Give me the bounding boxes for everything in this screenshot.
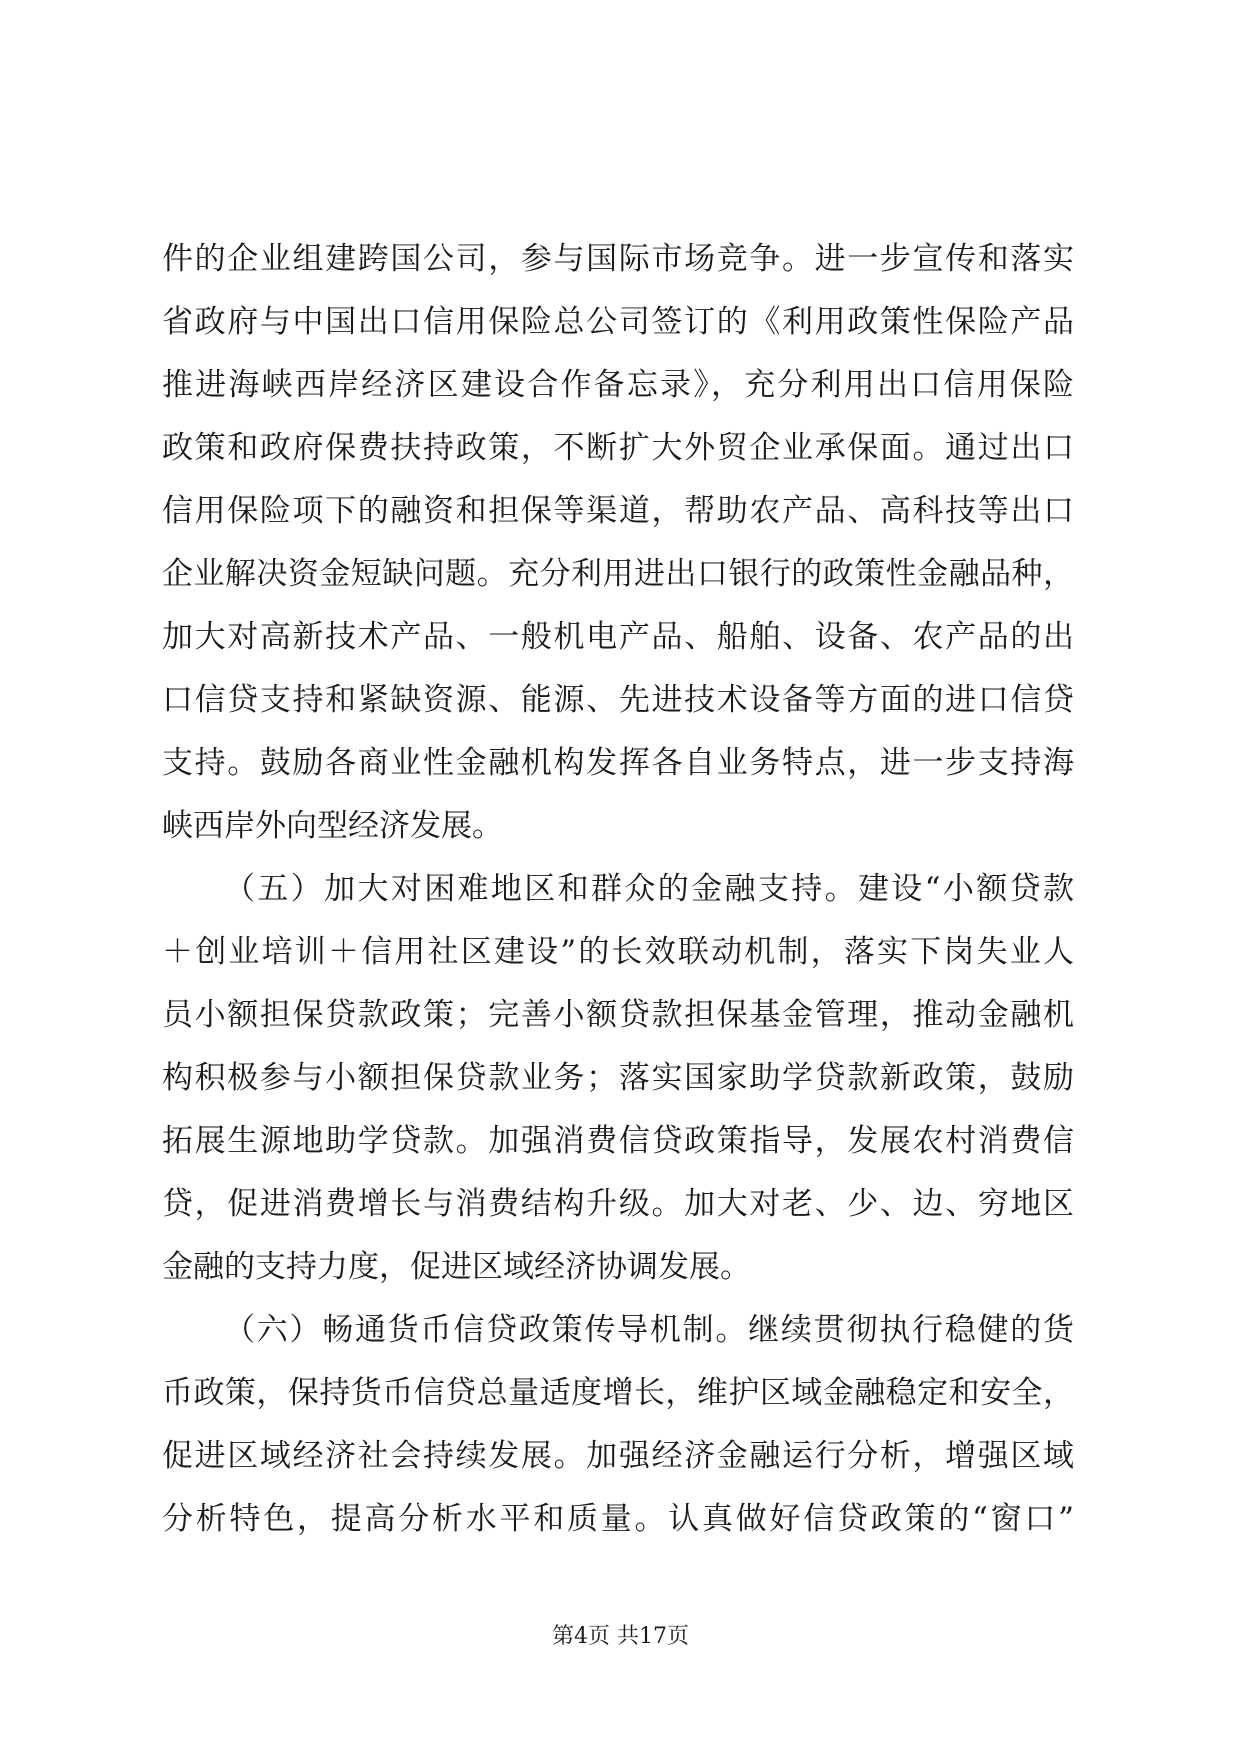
text-line: ＋创业培训＋信用社区建设”的长效联动机制，落实下岗失业人: [162, 934, 1074, 970]
text-line: 推进海峡西岸经济区建设合作备忘录》，充分利用出口信用保险: [162, 367, 1074, 403]
text-line: 构积极参与小额担保贷款业务；落实国家助学贷款新政策，鼓励: [162, 1060, 1074, 1096]
text-line: 支持。鼓励各商业性金融机构发挥各自业务特点，进一步支持海: [162, 745, 1074, 781]
text-line: 分析特色，提高分析水平和质量。认真做好信贷政策的“窗口”: [162, 1501, 1074, 1537]
page-number-footer: 第4页 共17页: [552, 1624, 689, 1649]
text-line: 拓展生源地助学贷款。加强消费信贷政策指导，发展农村消费信: [162, 1123, 1074, 1159]
text-line: 件的企业组建跨国公司，参与国际市场竞争。进一步宣传和落实: [162, 241, 1074, 277]
paragraph-heading-six: （六）畅通货币信贷政策传导机制。继续贯彻执行稳健的货: [224, 1312, 1074, 1348]
text-line: 贷，促进消费增长与消费结构升级。加大对老、少、边、穷地区: [162, 1186, 1074, 1222]
text-line: 信用保险项下的融资和担保等渠道，帮助农产品、高科技等出口: [162, 493, 1074, 529]
text-line: 币政策，保持货币信贷总量适度增长，维护区域金融稳定和安全，: [162, 1375, 1074, 1411]
text-line: 峡西岸外向型经济发展。: [162, 808, 503, 844]
paragraph-heading-five: （五）加大对困难地区和群众的金融支持。建设“小额贷款: [224, 871, 1074, 907]
document-body: [162, 228, 1074, 1551]
text-line: 员小额担保贷款政策；完善小额贷款担保基金管理，推动金融机: [162, 997, 1074, 1033]
text-line: 金融的支持力度，促进区域经济协调发展。: [162, 1249, 751, 1285]
text-line: 政策和政府保费扶持政策，不断扩大外贸企业承保面。通过出口: [162, 430, 1074, 466]
text-line: 加大对高新技术产品、一般机电产品、船舶、设备、农产品的出: [162, 619, 1074, 655]
text-line: 口信贷支持和紧缺资源、能源、先进技术设备等方面的进口信贷: [162, 682, 1074, 718]
text-line: 省政府与中国出口信用保险总公司签订的《利用政策性保险产品: [162, 304, 1074, 340]
text-line: 促进区域经济社会持续发展。加强经济金融运行分析，增强区域: [162, 1438, 1074, 1474]
text-line: 企业解决资金短缺问题。充分利用进出口银行的政策性金融品种，: [162, 556, 1074, 592]
